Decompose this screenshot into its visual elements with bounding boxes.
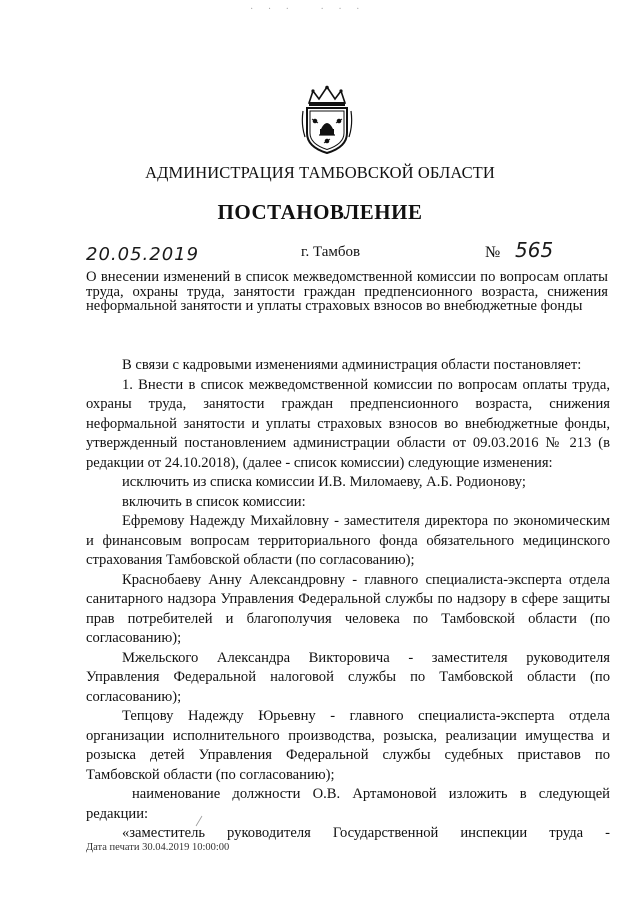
document-type: ПОСТАНОВЛЕНИЕ	[217, 200, 423, 224]
number-sign: №	[485, 244, 501, 261]
tambov-coat-of-arms-icon	[299, 85, 355, 155]
organization-title: АДМИНИСТРАЦИЯ ТАМБОВСКОЙ ОБЛАСТИ	[145, 163, 495, 182]
document-body	[86, 356, 610, 844]
body-person-2: Краснобаеву Анну Александровну - главного специалиста-эксперта отдела санитарного надзора Управления Федеральной службы по надзору в сфере защиты прав потребителей и благополучия человека по Тамбовской области (по согласованию);	[86, 571, 610, 646]
document-city: г. Тамбов	[301, 244, 361, 260]
pen-mark	[195, 815, 203, 827]
body-quote: «заместитель руководителя Государственной инспекции труда -	[122, 825, 610, 841]
body-intro: В связи с кадровыми изменениями администрация области постановляет:	[122, 357, 582, 373]
body-person-1: Ефремову Надежду Михайловну - заместителя директора по экономическим и финансовым вопросам территориального фонда обязательного медицинского страхования Тамбовской области (по согласованию);	[86, 513, 610, 568]
body-include: включить в список комиссии:	[122, 493, 306, 510]
body-item-1: 1. Внести в список межведомственной комиссии по вопросам оплаты труда, охраны труда, занятости граждан предпенсионного возраста, снижения неформальной занятости и уплаты страховых взносов во внебюджетные фонды, утвержденный постановлением администрации области от 09.03.2016 № 213 (в редакции от 24.10.2018), (далее - список комиссии) следующие изменения:	[86, 376, 610, 471]
scan-specks: · · · · · ·	[250, 4, 366, 15]
document-subject: О внесении изменений в список межведомственной комиссии по вопросам оплаты труда, охраны труда, занятости граждан предпенсионного возраста, снижения неформальной занятости и уплаты страховых взносов во внебюджетные фонды	[86, 269, 608, 315]
body-rename: наименование должности О.В. Артамоновой изложить в следующей редакции:	[86, 786, 610, 822]
document-number: 565	[515, 238, 554, 262]
body-exclude: исключить из списка комиссии И.В. Миломаеву, А.Б. Родионову;	[122, 474, 526, 490]
body-person-4: Тепцову Надежду Юрьевну - главного специалиста-эксперта отдела организации исполнительного производства, розыска, реализации имущества и розыска детей Управления Федеральной службы судебных приставов по Тамбовской области (по согласованию);	[86, 708, 610, 783]
document-date: 20.05.2019	[86, 244, 200, 265]
body-person-3: Мжельского Александра Викторовича - заместителя руководителя Управления Федеральной налоговой службы по Тамбовской области (по согласованию);	[86, 649, 610, 705]
print-date: Дата печати 30.04.2019 10:00:00	[86, 842, 230, 853]
